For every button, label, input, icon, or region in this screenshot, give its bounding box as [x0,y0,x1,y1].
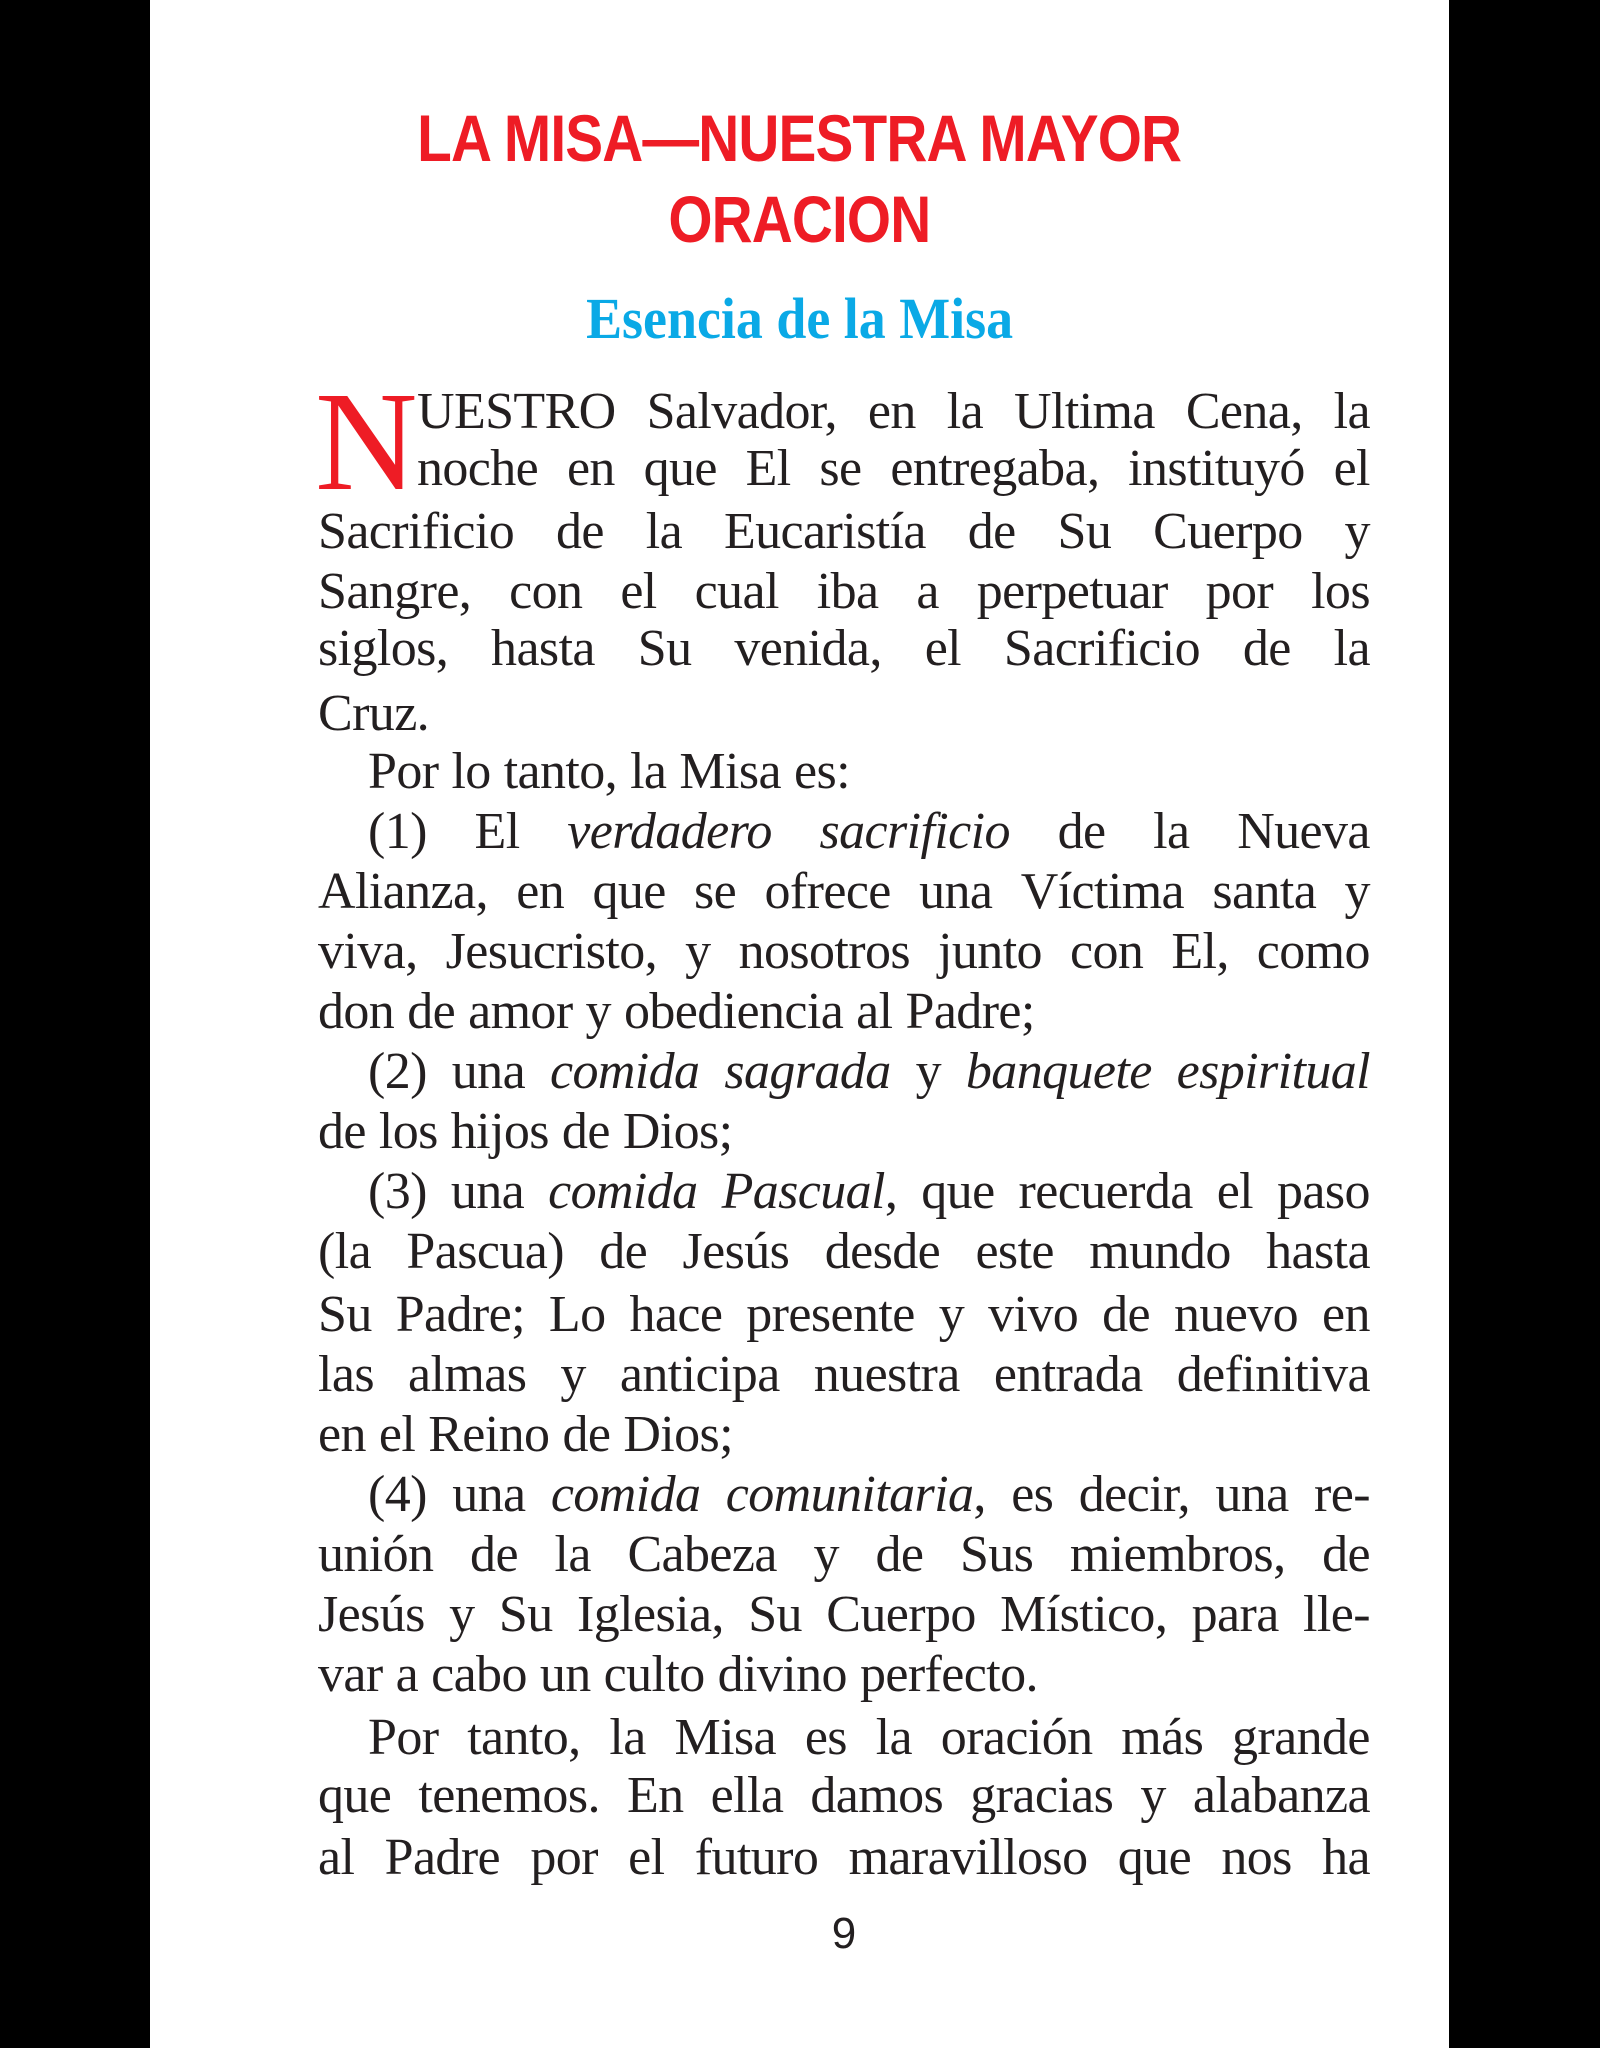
word: nos [1221,1829,1292,1886]
body-line [318,503,1370,560]
word: que [592,863,666,920]
word: grande [1232,1709,1370,1766]
word: y [585,983,611,1040]
word: una [452,1466,526,1523]
word: almas [408,1346,527,1403]
word: anticipa [619,1346,780,1403]
word: Su [498,1586,553,1643]
word: de [407,983,456,1040]
word: Víctima [1020,863,1185,920]
word: una [450,1163,525,1220]
word: En [626,1767,684,1824]
word: venida, [734,620,882,677]
word: de [1102,1286,1150,1343]
word: como [1256,923,1370,980]
word: y [560,1346,586,1403]
word: vivo [988,1286,1079,1343]
word: de [318,1103,366,1160]
word: en [516,863,565,920]
word: obediencia [623,983,844,1040]
word: Misa [679,743,781,800]
section-subtitle-text: Esencia de la Misa [585,286,1014,351]
word: Pascua) [406,1223,564,1280]
word: Cruz. [318,685,430,742]
body-line [318,983,1370,1040]
word: siglos, [318,620,449,677]
word: la [554,1526,591,1583]
word: hasta [1266,1223,1370,1280]
body-line [318,1043,1370,1100]
word: damos [810,1767,944,1824]
word: ella [710,1767,784,1824]
word: viva, [318,923,418,980]
word: Por [368,1709,439,1766]
word: El, [1171,923,1229,980]
body-line [318,1286,1370,1343]
word: que [643,440,717,497]
word: lo [451,743,491,800]
word: los [378,1103,438,1160]
word: ofrece [764,863,891,920]
word: Ultima [1014,383,1155,440]
word: oración [940,1709,1093,1766]
word: nuestra [813,1346,960,1403]
word: y [813,1526,839,1583]
word: sagrada [724,1043,891,1100]
word: Nueva [1237,803,1370,860]
word: nuevo [1173,1286,1299,1343]
word: de [470,1526,518,1583]
word: alabanza [1192,1767,1370,1824]
word: el [628,1829,665,1886]
word: hasta [491,620,595,677]
body-line [417,383,1370,440]
body-line [417,440,1370,497]
word: Padre; [395,1286,525,1343]
word: Cuerpo [1153,503,1303,560]
word: entregaba, [890,440,1100,497]
word: Padre [384,1829,501,1886]
word: y [1344,503,1370,560]
body-line [318,803,1370,860]
word: y [1140,1767,1166,1824]
word: gracias [970,1767,1114,1824]
word: los [1311,563,1370,620]
word: de [967,503,1016,560]
word: santa [1212,863,1317,920]
word: culto [603,1646,705,1703]
word: una [919,863,993,920]
word: Alianza, [318,863,488,920]
word: Reino [428,1406,550,1463]
word: Por [368,743,439,800]
word: Padre; [905,983,1035,1040]
word: para [1191,1586,1279,1643]
word: y [915,1043,941,1100]
word: junto [938,923,1042,980]
word: divino [717,1646,847,1703]
word: mundo [1089,1223,1231,1280]
word: comida [548,1163,698,1220]
word: en [1322,1286,1370,1343]
word: entrada [993,1346,1143,1403]
word: paso [1277,1163,1370,1220]
page-number: 9 [831,1909,857,1958]
word: Misa [674,1709,777,1766]
word: amor [468,983,573,1040]
body-line [318,620,1370,677]
word: en [566,440,615,497]
chapter-title-line-1 [150,101,1449,175]
word: recuerda [1018,1163,1193,1220]
word: Salvador, [646,383,837,440]
word: var [318,1646,383,1703]
word: instituyó [1128,440,1305,497]
word: las [318,1346,374,1403]
word: con [509,563,583,620]
body-line [318,923,1370,980]
body-line [318,1646,1370,1703]
word: nosotros [738,923,910,980]
chapter-title-line-2 [150,182,1449,256]
word: la [1333,383,1370,440]
word: de [599,1223,648,1280]
word: de [1057,803,1106,860]
word: don [318,983,395,1040]
drop-cap: N [315,362,418,520]
word: la [645,503,683,560]
word: Su [748,1586,802,1643]
word: Jesús [318,1586,425,1643]
word: perpetuar [976,563,1168,620]
body-line [318,1103,1370,1160]
word: una [451,1043,526,1100]
section-subtitle [150,286,1449,351]
word: al [856,983,893,1040]
word: el [620,563,657,620]
word: (2) [368,1043,427,1100]
word: por [1205,563,1274,620]
body-line [318,1829,1370,1886]
word: se [819,440,862,497]
word: desde [824,1223,941,1280]
word: el [924,620,962,677]
body-line [318,1586,1370,1643]
word: verdadero [567,803,772,860]
word: Sangre, [318,563,472,620]
word: Su [318,1286,372,1343]
word: Jesucristo, [445,923,658,980]
word: con [1070,923,1144,980]
word: tanto, [467,1709,581,1766]
word: maravilloso [848,1829,1088,1886]
word: Cena, [1185,383,1303,440]
word: de [1242,620,1291,677]
book-page [150,0,1449,2048]
word: de [562,1406,611,1463]
body-line [318,563,1370,620]
word: la [946,383,984,440]
word: Cabeza [627,1526,777,1583]
word: iba [816,563,879,620]
word: el [378,1406,416,1463]
word: comida [550,1466,701,1523]
word: noche [417,440,539,497]
body-line [318,1526,1370,1583]
body-line [318,1406,1370,1463]
word: re- [1314,1466,1370,1523]
chapter-title-text: LA MISA—NUESTRA MAYOR [417,101,1182,175]
word: de [875,1526,924,1583]
word: sacrificio [819,803,1010,860]
word: hijos [450,1103,549,1160]
word: al [318,1829,355,1886]
body-line [318,1346,1370,1403]
word: la [1153,803,1190,860]
word: Pascual, [721,1163,898,1220]
body-line [318,1223,1370,1280]
word: espiritual [1176,1043,1370,1100]
word: Sacrificio [318,503,515,560]
word: Sus [959,1526,1034,1583]
word: este [975,1223,1054,1280]
chapter-title-text: ORACION [668,182,931,256]
word: presente [746,1286,915,1343]
word: definitiva [1176,1346,1370,1403]
body-line [318,743,1370,800]
word: tenemos. [418,1767,600,1824]
word: Eucaristía [723,503,926,560]
word: Iglesia, [577,1586,724,1643]
word: Sacrificio [1003,620,1201,677]
word: (3) [368,1163,427,1220]
word: el [1333,440,1370,497]
body-line [318,1767,1370,1824]
word: más [1121,1709,1204,1766]
word: que [1117,1829,1192,1886]
word: en [867,383,916,440]
word: de [561,1103,610,1160]
word: El [745,440,791,497]
word: Místico, [1000,1586,1168,1643]
word: es [1011,1466,1054,1523]
word: por [530,1829,598,1886]
word: una [1215,1466,1289,1523]
word: y [449,1586,475,1643]
word: miembros, [1069,1526,1286,1583]
word: banquete [965,1043,1152,1100]
word: es: [794,743,850,800]
word: a [916,563,939,620]
word: y [1344,863,1370,920]
word: que [318,1767,392,1824]
word: hace [629,1286,723,1343]
body-line [318,1466,1370,1523]
word: El [474,803,520,860]
word: Su [1057,503,1112,560]
word: es [804,1709,847,1766]
word: Su [637,620,692,677]
word: la [1333,620,1370,677]
word: y [685,923,711,980]
word: decir, [1078,1466,1190,1523]
word: cual [694,563,779,620]
word: en [318,1406,366,1463]
word: la [875,1709,913,1766]
word: el [1216,1163,1254,1220]
body-line [318,863,1370,920]
word: Cuerpo [826,1586,976,1643]
word: y [938,1286,965,1343]
word: cabo [431,1646,527,1703]
word: que [921,1163,995,1220]
word: la [630,743,667,800]
word: lle- [1303,1586,1370,1643]
word: (1) [368,803,427,860]
word: se [694,863,737,920]
word: (la [318,1223,372,1280]
body-line [318,685,1370,742]
word: tanto, [503,743,618,800]
word: ha [1322,1829,1370,1886]
word: Dios; [623,1406,734,1463]
word: comunitaria, [725,1466,986,1523]
word: la [609,1709,646,1766]
word: Jesús [682,1223,790,1280]
word: Dios; [622,1103,733,1160]
word: (4) [368,1466,427,1523]
word: perfecto. [859,1646,1038,1703]
word: de [556,503,604,560]
body-line [318,1163,1370,1220]
word: Lo [548,1286,606,1343]
word: comida [549,1043,700,1100]
word: un [539,1646,591,1703]
word: a [395,1646,419,1703]
word: futuro [694,1829,819,1886]
word: UESTRO [417,383,616,440]
word: unión [318,1526,434,1583]
body-line [318,1709,1370,1766]
word: de [1322,1526,1370,1583]
